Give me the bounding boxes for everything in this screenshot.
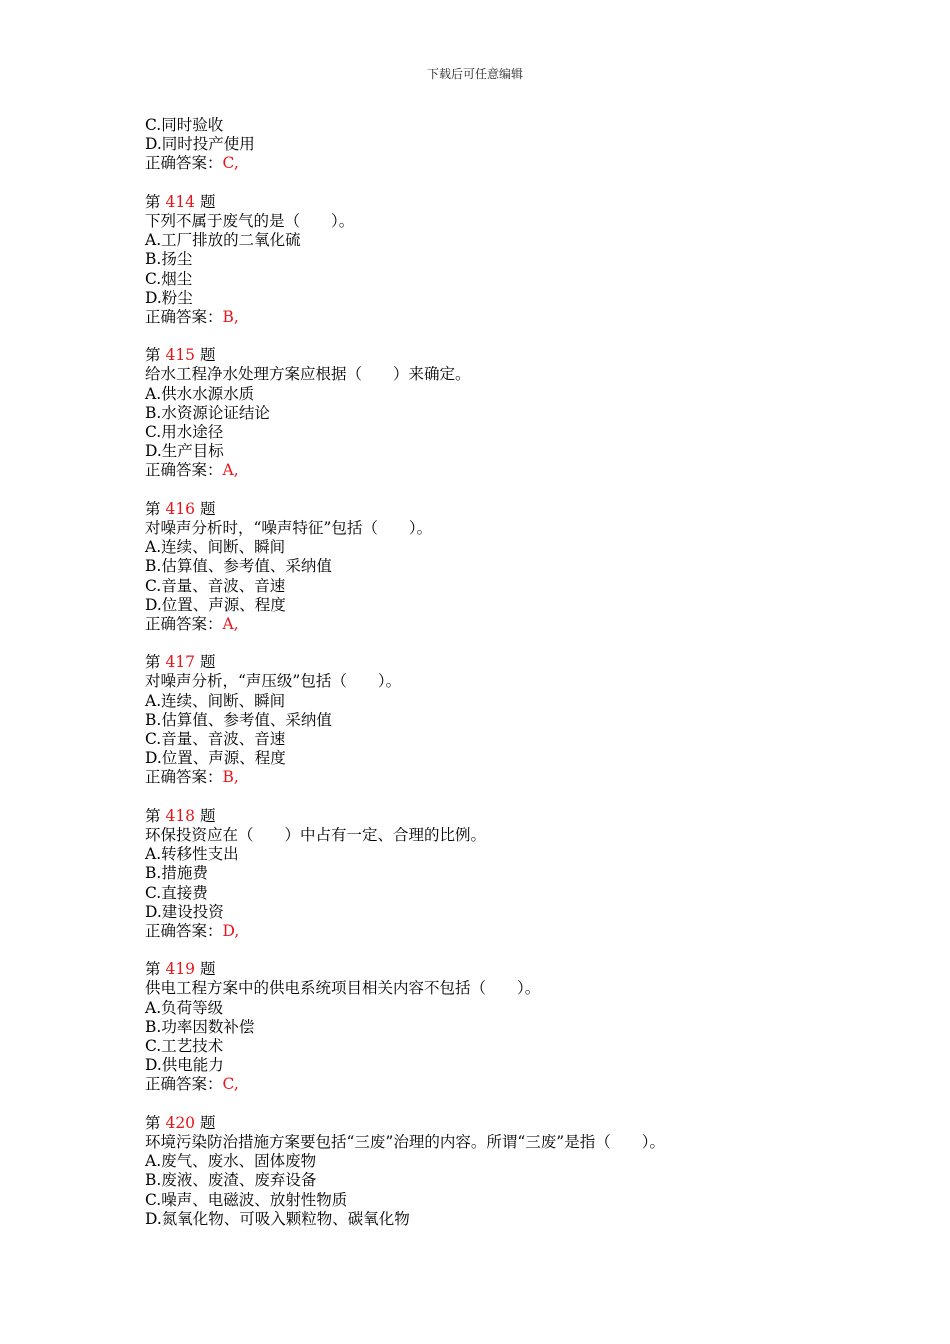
question-stem: 环保投资应在（ ）中占有一定、合理的比例。: [145, 825, 487, 844]
question-heading: [145, 807, 905, 826]
answer-line: [145, 1075, 905, 1094]
answer-label: 正确答案：: [145, 307, 223, 326]
option: B.废液、废渣、废弃设备: [145, 1171, 317, 1190]
option: C.音量、音波、音速: [145, 730, 286, 748]
answer-value: A,: [222, 614, 239, 633]
question-heading: [145, 960, 905, 979]
option: A.供水水源水质: [145, 384, 255, 403]
answer-value: C,: [222, 1075, 239, 1094]
option: D.位置、声源、程度: [145, 595, 286, 614]
option: A.连续、间断、瞬间: [145, 691, 286, 710]
question-prefix: 第: [145, 960, 161, 979]
question-suffix: 题: [199, 346, 216, 365]
answer-value: B,: [222, 307, 239, 326]
question-prefix: 第: [145, 192, 161, 211]
question-block: [145, 653, 905, 787]
option: C.噪声、电磁波、放射性物质: [145, 1190, 348, 1209]
question-number: 415: [165, 346, 196, 365]
question-suffix: 题: [199, 1113, 216, 1132]
option: A.负荷等级: [145, 998, 224, 1017]
question-block: [145, 960, 905, 1094]
answer-label: 正确答案：: [145, 154, 223, 173]
answer-value: A,: [222, 461, 239, 480]
question-suffix: 题: [199, 192, 216, 211]
question-heading: [145, 653, 905, 672]
question-heading: [145, 500, 905, 519]
answer-line: [145, 154, 905, 173]
question-fragment: [145, 116, 905, 174]
option: A.连续、间断、瞬间: [145, 538, 286, 557]
option: A.工厂排放的二氧化硫: [145, 231, 301, 250]
answer-value: B,: [222, 768, 239, 787]
question-stem: 供电工程方案中的供电系统项目相关内容不包括（ ）。: [145, 979, 541, 998]
question-stem: 对噪声分析时，“噪声特征”包括（ ）。: [145, 518, 433, 537]
question-heading: [145, 193, 905, 212]
question-stem: 给水工程净水处理方案应根据（ ）来确定。: [145, 365, 471, 384]
option: B.估算值、参考值、采纳值: [145, 710, 332, 729]
question-heading: [145, 346, 905, 365]
question-suffix: 题: [199, 499, 216, 518]
question-number: 416: [165, 499, 196, 518]
option: D.生产目标: [145, 442, 224, 461]
answer-line: [145, 768, 905, 787]
question-list: [145, 116, 905, 1248]
option: B.功率因数补偿: [145, 1017, 255, 1036]
question-stem: 下列不属于废气的是（ ）。: [145, 211, 355, 230]
question-heading: [145, 1114, 905, 1133]
question-prefix: 第: [145, 653, 161, 672]
answer-line: [145, 615, 905, 634]
question-stem: 对噪声分析，“声压级”包括（ ）。: [145, 672, 402, 691]
option: C.同时验收: [145, 116, 224, 134]
option: D.供电能力: [145, 1056, 224, 1075]
option: C.直接费: [145, 883, 208, 902]
option: B.扬尘: [145, 250, 193, 269]
answer-label: 正确答案：: [145, 461, 223, 480]
option: B.估算值、参考值、采纳值: [145, 557, 332, 576]
answer-value: D,: [222, 921, 240, 940]
question-number: 417: [165, 653, 196, 672]
answer-label: 正确答案：: [145, 921, 223, 940]
option: A.废气、废水、固体废物: [145, 1152, 317, 1171]
option: D.建设投资: [145, 902, 224, 921]
question-prefix: 第: [145, 499, 161, 518]
question-prefix: 第: [145, 346, 161, 365]
option: B.水资源论证结论: [145, 403, 270, 422]
answer-label: 正确答案：: [145, 1075, 223, 1094]
option: C.烟尘: [145, 269, 193, 288]
question-stem: 环境污染防治措施方案要包括“三废”治理的内容。所谓“三废”是指（ ）。: [145, 1132, 665, 1151]
answer-label: 正确答案：: [145, 614, 223, 633]
question-number: 418: [165, 806, 196, 825]
option: B.措施费: [145, 864, 208, 883]
question-block: [145, 807, 905, 941]
option: C.音量、音波、音速: [145, 576, 286, 595]
option: C.工艺技术: [145, 1037, 224, 1055]
question-prefix: 第: [145, 806, 161, 825]
answer-line: [145, 461, 905, 480]
question-number: 419: [165, 960, 196, 979]
option: D.同时投产使用: [145, 135, 255, 154]
question-number: 420: [165, 1113, 196, 1132]
question-suffix: 题: [199, 653, 216, 672]
option: D.氮氧化物、可吸入颗粒物、碳氧化物: [145, 1209, 410, 1228]
question-block: [145, 346, 905, 480]
option: D.粉尘: [145, 288, 193, 307]
option: A.转移性支出: [145, 845, 239, 864]
question-block: [145, 500, 905, 634]
question-prefix: 第: [145, 1113, 161, 1132]
answer-value: C,: [222, 154, 239, 173]
answer-line: [145, 922, 905, 941]
answer-label: 正确答案：: [145, 768, 223, 787]
page-header: 下载后可任意编辑: [426, 67, 523, 81]
question-block: [145, 1114, 905, 1229]
answer-line: [145, 308, 905, 327]
question-suffix: 题: [199, 806, 216, 825]
question-number: 414: [165, 192, 196, 211]
option: C.用水途径: [145, 423, 224, 441]
question-suffix: 题: [199, 960, 216, 979]
question-block: [145, 193, 905, 327]
option: D.位置、声源、程度: [145, 749, 286, 768]
